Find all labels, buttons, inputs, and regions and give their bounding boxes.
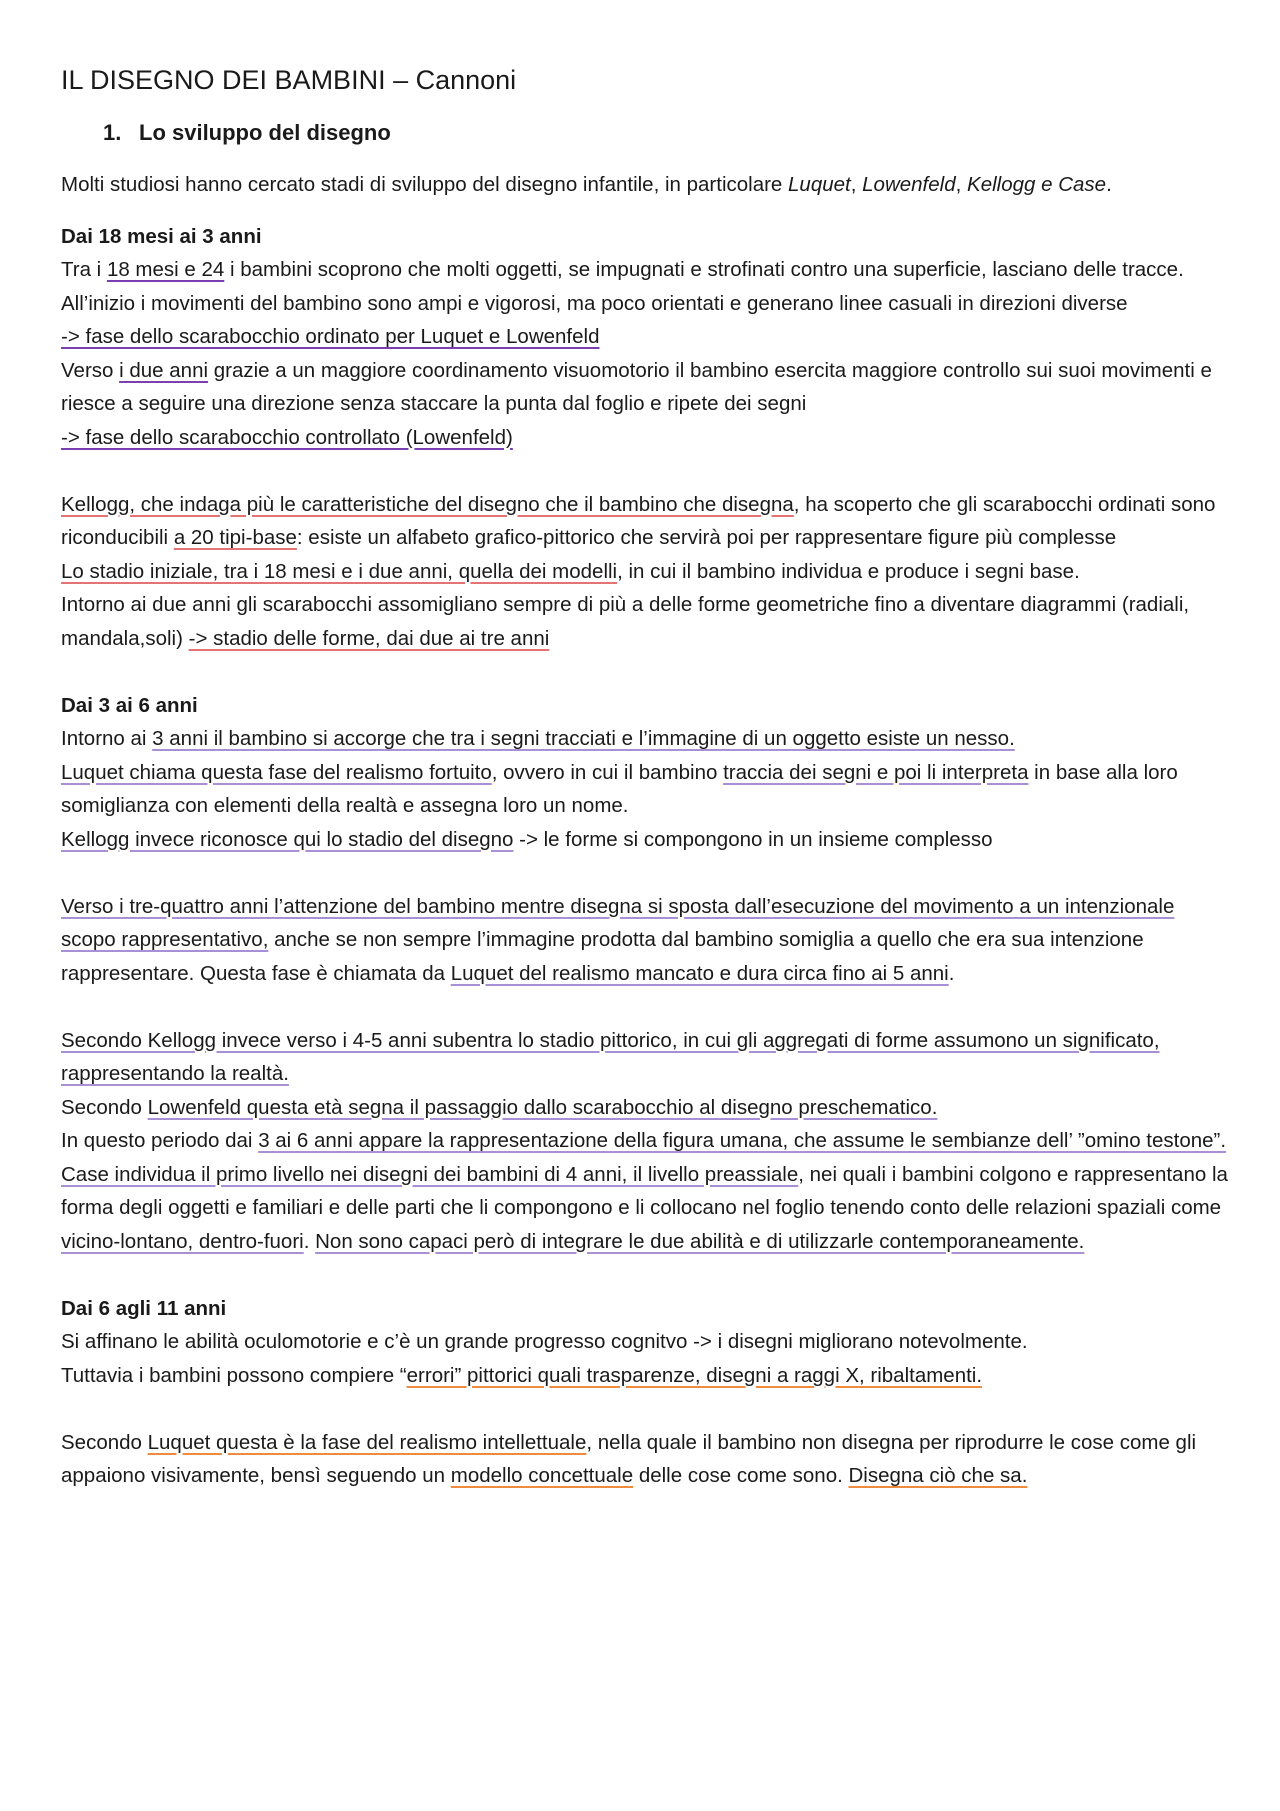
paragraph: In questo periodo dai 3 ai 6 anni appare la rappresentazione della figura umana, che assume le sembianze dell’ ”omino testone”.: [61, 1129, 1227, 1152]
paragraph: [61, 421, 1231, 455]
highlight: Lowenfeld questa età segna il passaggio dallo scarabocchio al disegno preschematico.: [147, 1095, 938, 1119]
paragraph: [61, 1024, 1231, 1091]
highlight: Kellogg, che indaga più le caratteristiche del disegno che il bambino che disegna: [61, 492, 794, 516]
highlight: -> stadio delle forme, dai due ai tre anni: [188, 626, 550, 650]
highlight: Secondo Kellogg invece verso i 4-5 anni subentra lo stadio pittorico, in cui gli aggregati di forme assumono un significato, rappresentando la realtà.: [61, 1028, 1160, 1085]
highlight: vicino-lontano, dentro-fuori: [61, 1229, 304, 1253]
intro-paragraph: Molti studiosi hanno cercato stadi di sviluppo del disegno infantile, in particolare Luquet, Lowenfeld, Kellogg e Case.: [61, 173, 1112, 196]
highlight: Lo stadio iniziale, tra i 18 mesi e i due anni, quella dei modelli: [61, 559, 618, 583]
highlight: Verso i tre-quattro anni l’attenzione del bambino mentre disegna si sposta dall’esecuzione del movimento a un intenzionale scopo rappresentativo,: [61, 894, 1175, 951]
paragraph: Verso i due anni grazie a un maggiore coordinamento visuomotorio il bambino esercita maggiore controllo sui suoi movimenti e riesce a seguire una direzione senza staccare la punta dal foglio e ripete dei segni: [61, 358, 1212, 415]
paragraph: Lo stadio iniziale, tra i 18 mesi e i due anni, quella dei modelli, in cui il bambino individua e produce i segni base.: [61, 559, 1080, 583]
paragraph: All’inizio i movimenti del bambino sono ampi e vigorosi, ma poco orientati e generano linee casuali in direzioni diverse: [61, 291, 1128, 315]
paragraph: Tuttavia i bambini possono compiere “errori” pittorici quali trasparenze, disegni a raggi X, ribaltamenti.: [61, 1363, 983, 1387]
paragraph: Verso i tre-quattro anni l’attenzione del bambino mentre disegna si sposta dall’esecuzione del movimento a un intenzionale scopo rappresentativo, anche se non sempre l’immagine prodotta dal bambino somiglia a quello che era sua intenzione rappresentare. Questa fase è chiamata da Luquet del realismo mancato e dura circa fino ai 5 anni.: [61, 894, 1175, 985]
section-heading: [103, 118, 1231, 148]
highlight: 18 mesi e 24: [106, 258, 225, 281]
document-page: [61, 60, 1231, 1493]
subheading-3y-6y: Dai 3 ai 6 anni: [61, 693, 198, 717]
highlight: traccia dei segni e poi li interpreta: [723, 760, 1029, 784]
paragraph: Secondo Luquet questa è la fase del realismo intellettuale, nella quale il bambino non disegna per riprodurre le cose come gli appaiono visivamente, bensì seguendo un modello concettuale delle cose come sono. Disegna ciò che sa.: [61, 1430, 1197, 1487]
highlight: Luquet questa è la fase del realismo intellettuale: [147, 1430, 587, 1454]
highlight: Case individua il primo livello nei disegni dei bambini di 4 anni, il livello preassiale: [61, 1162, 799, 1186]
section-number: 1.: [103, 120, 122, 145]
section-title: Lo sviluppo del disegno: [139, 120, 391, 145]
author-kellogg-case: Kellogg e Case: [967, 173, 1107, 196]
highlight: modello concettuale: [450, 1464, 634, 1487]
paragraph: [61, 320, 1231, 354]
highlight: 3 ai 6 anni appare la rappresentazione della figura umana, che assume le sembianze dell’ ”omino testone”.: [258, 1129, 1227, 1152]
paragraph: Intorno ai 3 anni il bambino si accorge che tra i segni tracciati e l’immagine di un oggetto esiste un nesso.: [61, 727, 1015, 750]
highlight: Luquet chiama questa fase del realismo fortuito: [61, 760, 492, 784]
highlight: 3 anni il bambino si accorge che tra i segni tracciati e l’immagine di un oggetto esiste un nesso.: [152, 727, 1015, 750]
highlight: Non sono capaci però di integrare le due abilità e di utilizzarle contemporaneamente.: [315, 1229, 1085, 1253]
paragraph: Tra i 18 mesi e 24 i bambini scoprono che molti oggetti, se impugnati e strofinati contro una superficie, lasciano delle tracce.: [61, 258, 1184, 281]
highlight: errori” pittorici quali trasparenze, disegni a raggi X, ribaltamenti.: [406, 1363, 983, 1387]
highlight: Luquet del realismo mancato e dura circa fino ai 5 anni: [450, 961, 949, 985]
author-lowenfeld: Lowenfeld: [862, 173, 956, 196]
highlight: i due anni: [119, 358, 209, 382]
paragraph: Si affinano le abilità oculomotorie e c’è un grande progresso cognitvo -> i disegni migliorano notevolmente.: [61, 1330, 1028, 1353]
highlight: -> fase dello scarabocchio ordinato per Luquet e Lowenfeld: [61, 325, 600, 348]
highlight: a 20 tipi-base: [173, 526, 297, 549]
paragraph: Intorno ai due anni gli scarabocchi assomigliano sempre di più a delle forme geometriche fino a diventare diagrammi (radiali, mandala,soli) -> stadio delle forme, dai due ai tre anni: [61, 593, 1190, 650]
subheading-6y-11y: Dai 6 agli 11 anni: [61, 1296, 227, 1320]
paragraph: Secondo Lowenfeld questa età segna il passaggio dallo scarabocchio al disegno preschematico.: [61, 1095, 938, 1119]
highlight: Kellogg invece riconosce qui lo stadio del disegno: [61, 827, 514, 851]
paragraph: Kellogg, che indaga più le caratteristiche del disegno che il bambino che disegna, ha scoperto che gli scarabocchi ordinati sono riconducibili a 20 tipi-base: esiste un alfabeto grafico-pittorico che servirà poi per rappresentare figure più complesse: [61, 492, 1216, 549]
highlight: Disegna ciò che sa.: [848, 1464, 1028, 1487]
paragraph: Case individua il primo livello nei disegni dei bambini di 4 anni, il livello preassiale, nei quali i bambini colgono e rappresentano la forma degli oggetti e familiari e delle parti che li compongono e li collocano nel foglio tenendo conto delle relazioni spaziali come vicino-lontano, dentro-fuori. Non sono capaci però di integrare le due abilità e di utilizzarle contemporaneamente.: [61, 1162, 1228, 1253]
document-title: IL DISEGNO DEI BAMBINI – Cannoni: [61, 65, 517, 95]
subheading-18m-3y: Dai 18 mesi ai 3 anni: [61, 224, 262, 248]
paragraph: Kellogg invece riconosce qui lo stadio del disegno -> le forme si compongono in un insieme complesso: [61, 827, 993, 851]
paragraph: Luquet chiama questa fase del realismo fortuito, ovvero in cui il bambino traccia dei segni e poi li interpreta in base alla loro somiglianza con elementi della realtà e assegna loro un nome.: [61, 760, 1178, 817]
author-luquet: Luquet: [788, 173, 851, 196]
highlight: -> fase dello scarabocchio controllato (Lowenfeld): [61, 425, 513, 449]
